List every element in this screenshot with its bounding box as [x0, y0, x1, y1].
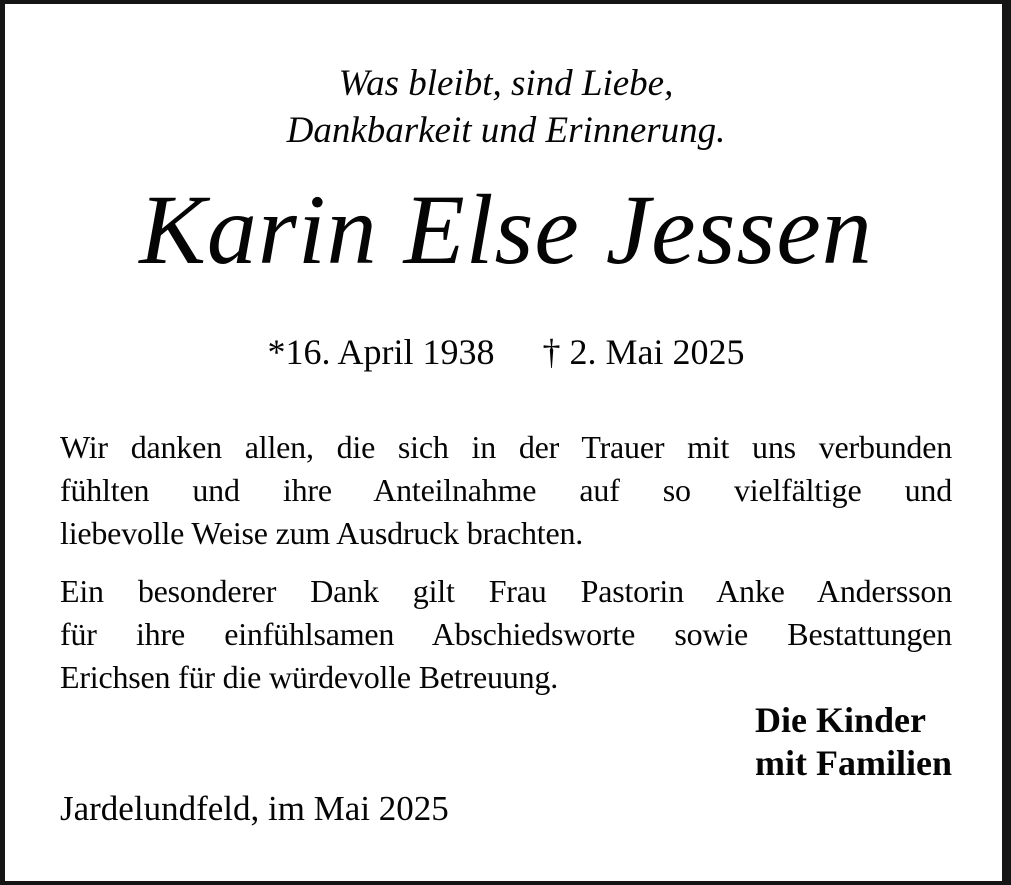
- paragraph-line: Ein besonderer Dank gilt Frau Pastorin Anke Andersson: [60, 573, 952, 609]
- signature-line-2: mit Familien: [755, 743, 952, 783]
- paragraph-line: fühlten und ihre Anteilnahme auf so vielfältige und: [60, 472, 952, 508]
- special-thanks-paragraph: [60, 570, 952, 699]
- signature-block: [755, 699, 952, 785]
- epigraph-line-1: Was bleibt, sind Liebe,: [338, 63, 674, 104]
- signature-line-1: Die Kinder: [755, 700, 927, 740]
- paragraph-line: für ihre einfühlsamen Abschiedsworte sowie Bestattungen: [60, 616, 952, 652]
- paragraph-line: Erichsen für die würdevolle Betreuung.: [60, 659, 559, 695]
- epigraph: [60, 60, 952, 154]
- deceased-name: Karin Else Jessen: [139, 174, 873, 285]
- paragraph-line: liebevolle Weise zum Ausdruck brachten.: [60, 515, 584, 551]
- epigraph-line-2: Dankbarkeit und Erinnerung.: [286, 110, 726, 151]
- birth-date: *16. April 1938: [267, 332, 495, 372]
- death-date: † 2. Mai 2025: [542, 332, 745, 372]
- paragraph-line: Wir danken allen, die sich in der Trauer mit uns verbunden: [60, 429, 952, 465]
- place-and-date: Jardelundfeld, im Mai 2025: [60, 789, 449, 828]
- thanks-paragraph: [60, 426, 952, 555]
- life-dates: [60, 330, 952, 374]
